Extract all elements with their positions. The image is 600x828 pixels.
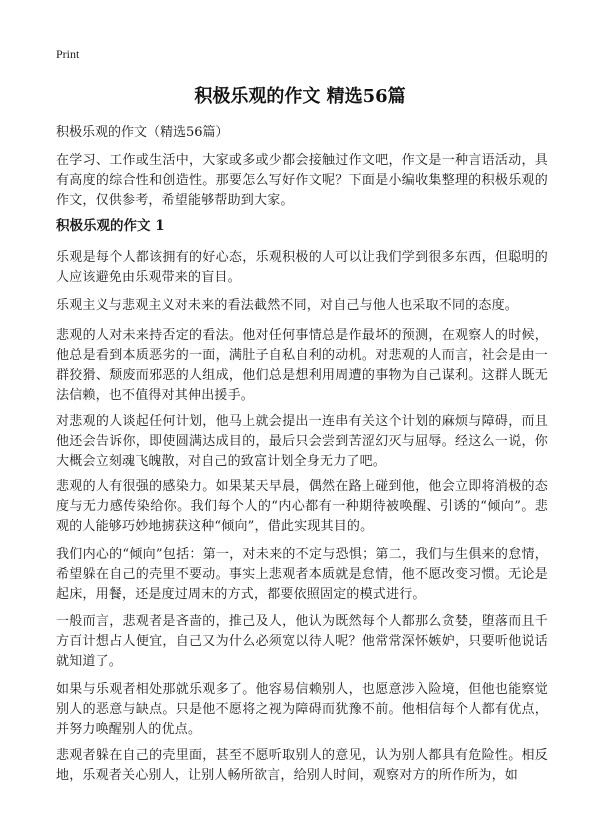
body-paragraph: 一般而言，悲观者是吝啬的，推己及人，他认为既然每个人都那么贪婪，堕落而且千方百计想占人便宜，自己又为什么必须宽以待人呢？他常常深怀嫉妒，只要听他说话就知道了。 (56, 614, 548, 669)
body-paragraph: 如果与乐观者相处那就乐观多了。他容易信赖别人，也愿意涉入险境，但他也能察觉别人的恶意与缺点。只是他不愿将之视为障碍而犹豫不前。他相信每个人都有优点，并努力唤醒别人的优点。 (56, 682, 548, 737)
body-paragraph: 乐观是每个人都该拥有的好心态，乐观积极的人可以让我们学到很多东西，但聪明的人应该避免由乐观带来的盲目。 (56, 250, 548, 285)
document-subtitle: 积极乐观的作文（精选56篇） (56, 125, 229, 140)
body-paragraph: 悲观者躲在自己的壳里面，甚至不愿听取别人的意见，认为别人都具有危险性。相反地，乐观者关心别人，让别人畅所欲言，给别人时间，观察对方的所作所为，如 (56, 748, 548, 783)
body-paragraph: 对悲观的人谈起任何计划，他马上就会提出一连串有关这个计划的麻烦与障碍，而且他还会告诉你，即使圆满达成目的，最后只会尝到苦涩幻灭与屈辱。经这么一说，你大概会立刻魂飞魄散，对自己的致富计划全身无力了吧。 (56, 414, 548, 469)
section-heading: 积极乐观的作文 1 (56, 218, 165, 234)
body-paragraph: 悲观的人对未来持否定的看法。他对任何事情总是作最坏的预测，在观察人的时候，他总是看到本质恶劣的一面，满肚子自私自利的动机。对悲观的人而言，社会是由一群狡猾、颓废而邪恶的人组成，他们总是想利用周遭的事物为自己谋利。这群人既无法信赖，也不值得对其伸出援手。 (56, 328, 548, 403)
intro-paragraph: 在学习、工作或生活中，大家或多或少都会接触过作文吧，作文是一种言语活动，具有高度的综合性和创造性。那要怎么写好作文呢？下面是小编收集整理的积极乐观的作文，仅供参考，希望能够帮助到大家。 (56, 153, 548, 208)
print-link[interactable]: Print (56, 47, 80, 61)
document-title: 积极乐观的作文 精选56篇 (194, 86, 406, 107)
body-paragraph: 乐观主义与悲观主义对未来的看法截然不同，对自己与他人也采取不同的态度。 (56, 298, 519, 313)
body-paragraph: 我们内心的“倾向”包括：第一，对未来的不定与恐惧；第二，我们与生俱来的怠情，希望躲在自己的壳里不要动。事实上悲观者本质就是怠情，他不愿改变习惯。无论是起床，用餐，还是度过周末的方式，都要依照固定的模式进行。 (56, 547, 548, 602)
body-paragraph: 悲观的人有很强的感染力。如果某天早晨，偶然在路上碰到他，他会立即将消极的态度与无力感传染给你。我们每个人的“内心都有一种期待被唤醒、引诱的“倾向”。悲观的人能够巧妙地掳获这种“倾向”，借此实现其目的。 (56, 479, 548, 534)
